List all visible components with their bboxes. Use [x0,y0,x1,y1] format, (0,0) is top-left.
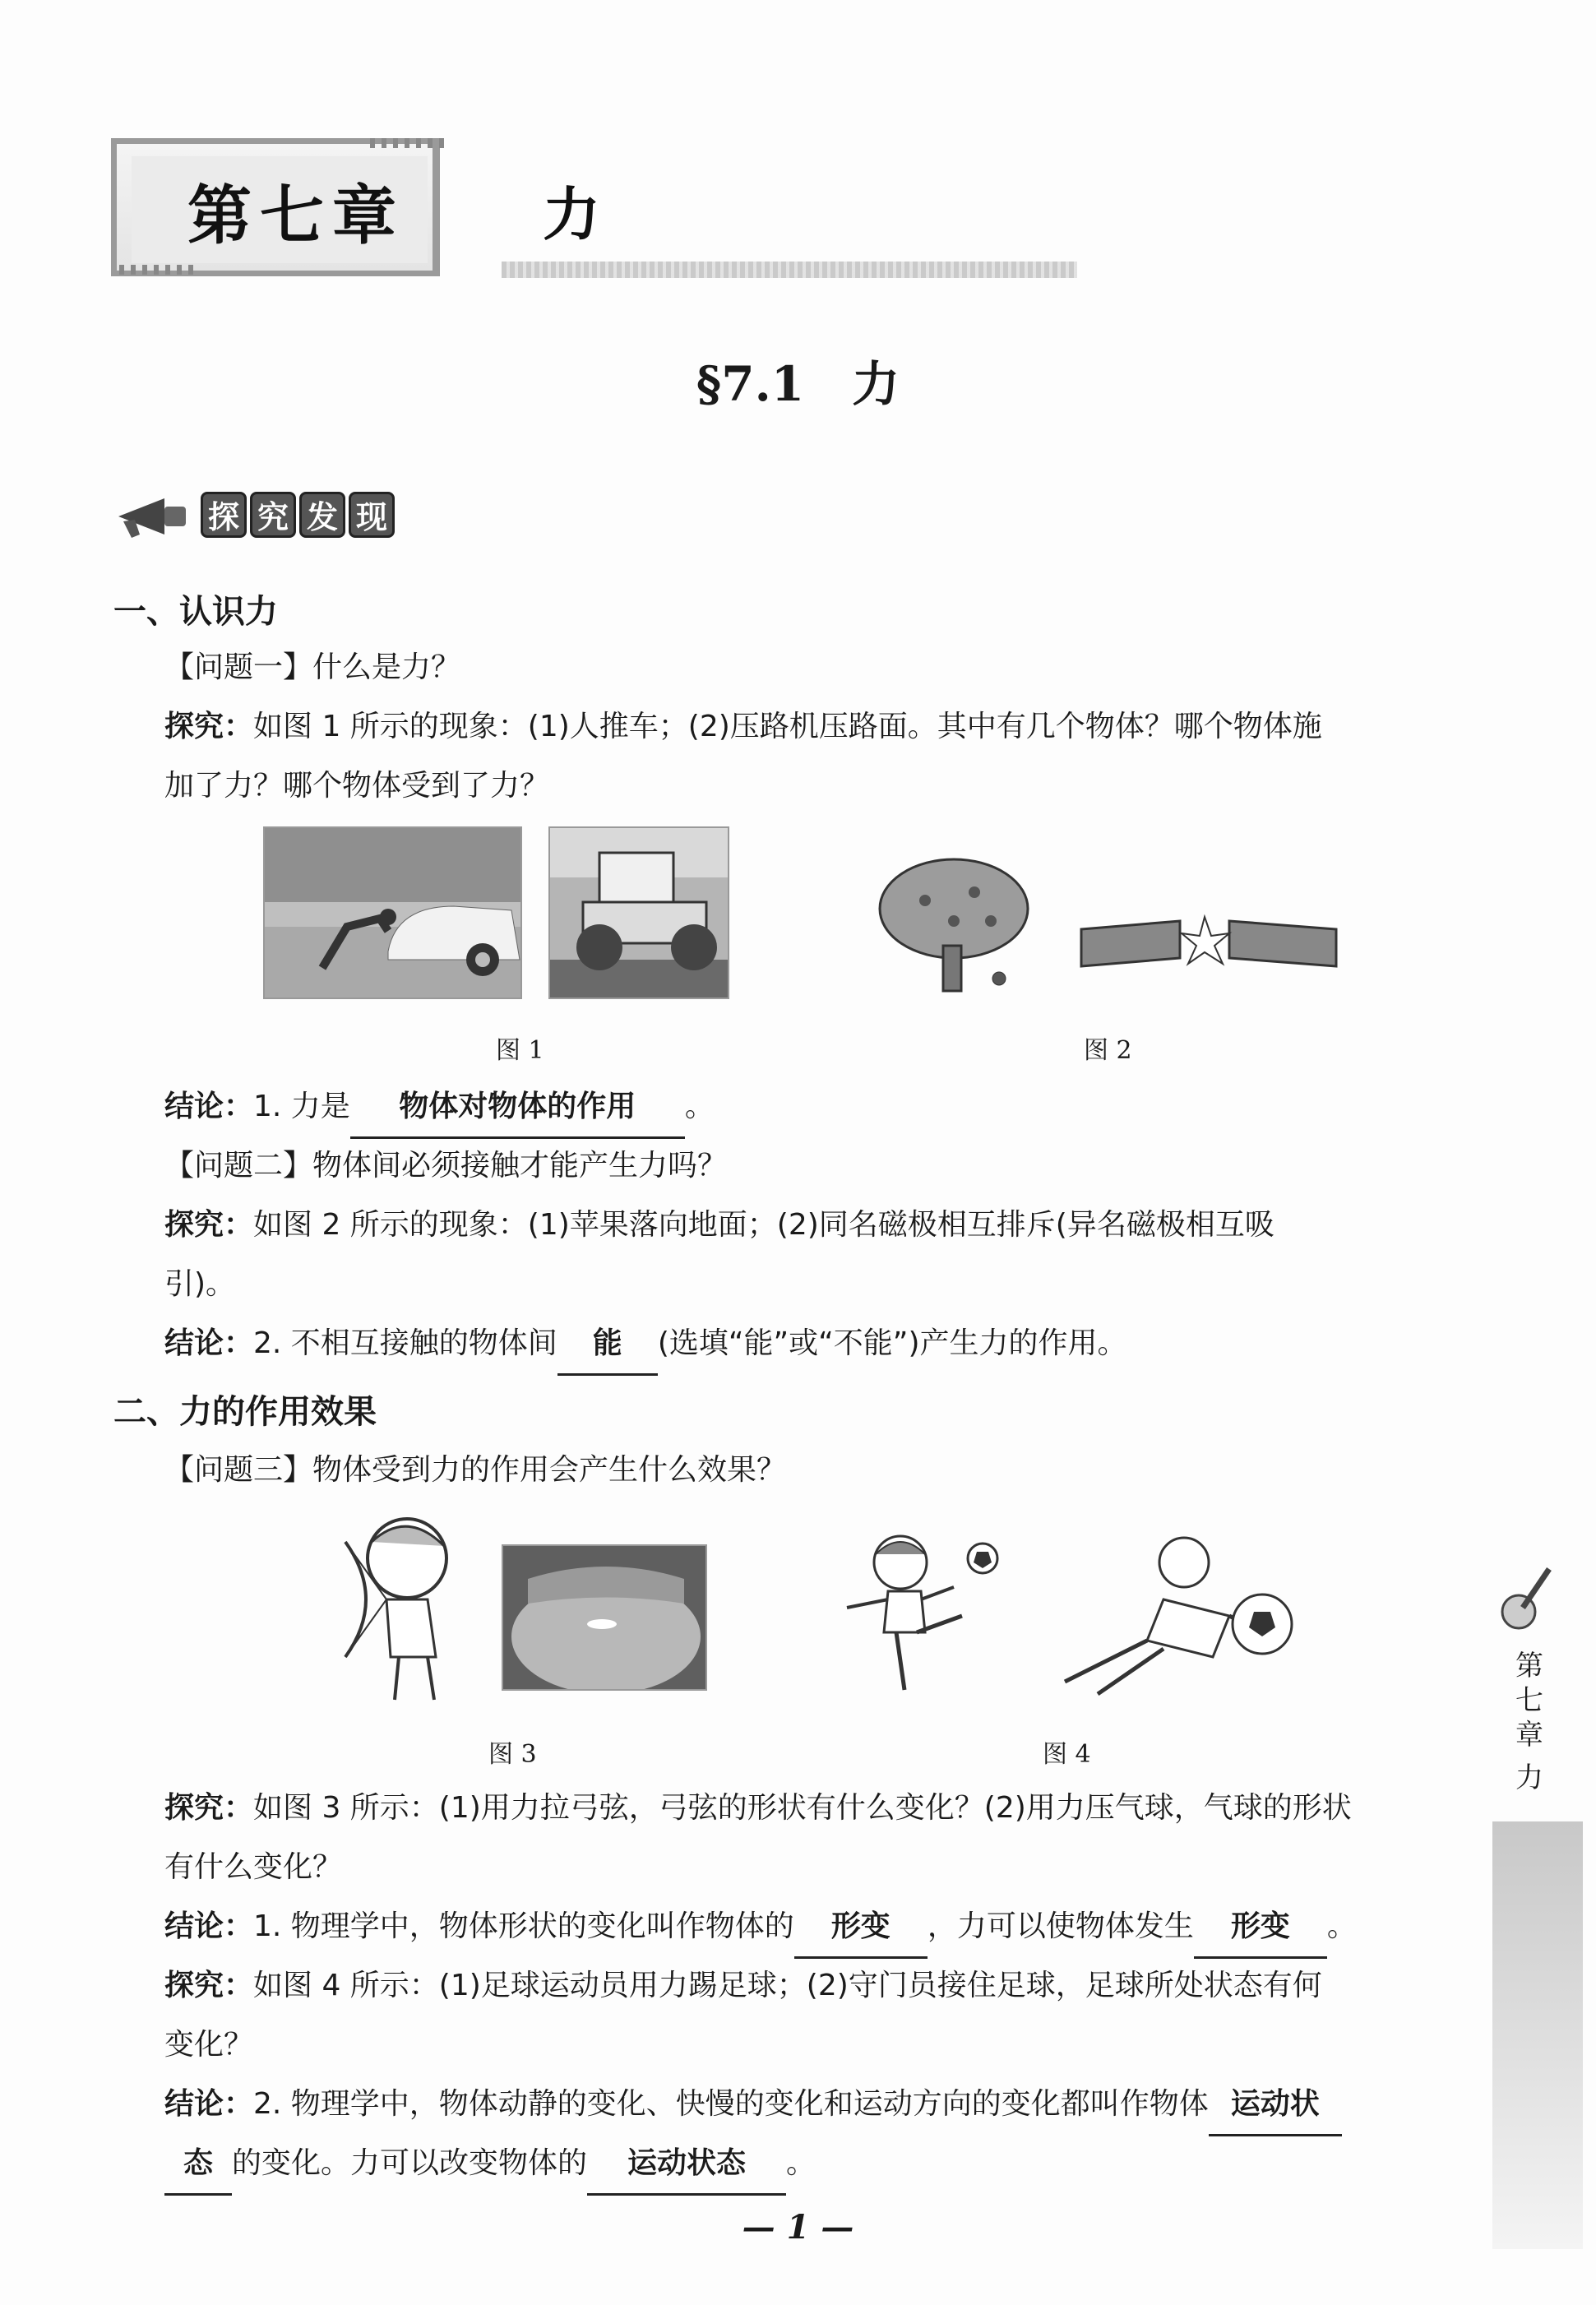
side-tab-label: 第 七 章 力 [1515,1650,1543,1794]
explore-badge [201,492,395,538]
conclusion-3: 结论：1. 物理学中，物体形状的变化叫作物体的 形变 ，力可以使物体发生 形变 。 [164,1897,1357,1959]
answer-blank: 物体对物体的作用 [350,1077,685,1139]
chapter-subject: 力 [543,181,600,248]
pen-icon [1498,1562,1556,1632]
badge-char: 究 [250,492,296,538]
explore-1-line1: 探究：如图 1 所示的现象：(1)人推车；(2)压路机压路面。其中有几个物体？哪个物体施 [164,710,1322,743]
answer-blank: 形变 [794,1897,928,1959]
section-title: §7.1 力 [696,356,900,412]
question-2: 【问题二】物体间必须接触才能产生力吗？ [164,1149,728,1183]
conclusion-1: 结论：1. 力是 物体对物体的作用 。 [164,1077,715,1139]
conclusion-2: 结论：2. 不相互接触的物体间 能 (选填“能”或“不能”)产生力的作用。 [164,1314,1127,1376]
figure-3-archer-drawing [312,1509,465,1706]
megaphone-icon [115,492,191,541]
figure-2-magnets-drawing [1073,913,1344,987]
figure-4-kicking-boy-drawing [830,1525,1003,1702]
figure-1-push-car-photo [263,826,522,999]
question-3: 【问题三】物体受到力的作用会产生什么效果？ [164,1453,787,1487]
answer-blank: 运动状 [1209,2075,1342,2136]
chapter-title: 第七章 [187,179,405,253]
figure-2-caption: 图 2 [1084,1036,1132,1065]
answer-blank: 形变 [1194,1897,1327,1959]
figure-2-apple-tree-drawing [876,855,1032,995]
badge-char: 现 [349,492,395,538]
figure-3-balloon-photo [502,1544,707,1691]
explore-4-line1: 探究：如图 4 所示：(1)足球运动员用力踢足球；(2)守门员接住足球，足球所处状态有何 [164,1969,1322,2002]
explore-3-line1: 探究：如图 3 所示：(1)用力拉弓弦，弓弦的形状有什么变化？(2)用力压气球，气球的形状 [164,1791,1352,1825]
decor-ticks [119,265,193,275]
explore-4-line2: 变化？ [164,2028,254,2062]
heading-part2: 二、力的作用效果 [113,1393,377,1431]
conclusion-4-line2: 态 的变化。力可以改变物体的 运动状态 。 [164,2134,816,2196]
answer-blank: 态 [164,2134,232,2196]
explore-1-line2: 加了力？哪个物体受到了力？ [164,769,550,803]
answer-blank: 运动状态 [587,2134,786,2196]
badge-char: 发 [299,492,345,538]
side-tab-shade [1492,1821,1583,2249]
explore-2-line1: 探究：如图 2 所示的现象：(1)苹果落向地面；(2)同名磁极相互排斥(异名磁极相互吸 [164,1208,1274,1242]
question-1: 【问题一】什么是力？ [164,650,461,684]
header-rule [502,262,1077,278]
decor-ticks [370,138,444,148]
conclusion-4-line1: 结论：2. 物理学中，物体动静的变化、快慢的变化和运动方向的变化都叫作物体 运动状 [164,2075,1342,2136]
figure-1-caption: 图 1 [496,1036,544,1065]
badge-char: 探 [201,492,247,538]
explore-3-line2: 有什么变化？ [164,1850,343,1884]
explore-2-line2: 引)。 [164,1267,236,1301]
figure-3-caption: 图 3 [488,1740,537,1769]
figure-4-goalkeeper-drawing [1032,1525,1299,1702]
figure-4-caption: 图 4 [1043,1740,1091,1769]
figure-1-road-roller-photo [548,826,729,999]
answer-blank: 能 [557,1314,658,1376]
heading-part1: 一、认识力 [113,593,278,631]
page-number: — 1 — [742,2208,854,2247]
